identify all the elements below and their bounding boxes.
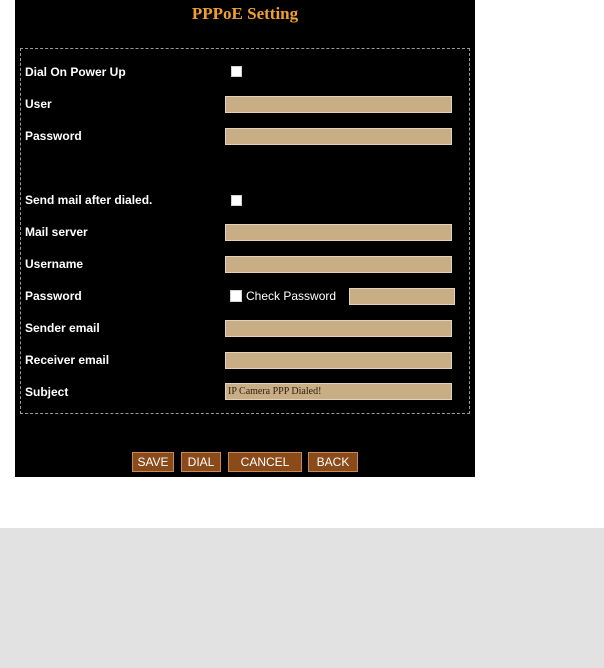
sender-email-label: Sender email	[25, 321, 100, 335]
cancel-button[interactable]: CANCEL	[228, 452, 302, 472]
receiver-email-input[interactable]	[225, 352, 452, 369]
dial-button[interactable]: DIAL	[181, 452, 221, 472]
send-mail-checkbox[interactable]	[231, 195, 242, 206]
page-title: PPPoE Setting	[191, 4, 299, 23]
subject-input[interactable]: IP Camera PPP Dialed!	[225, 383, 452, 400]
sender-email-input[interactable]	[225, 320, 452, 337]
password-input[interactable]	[225, 128, 452, 145]
mail-password-label: Password	[25, 289, 82, 303]
receiver-email-label: Receiver email	[25, 353, 110, 367]
check-password-label: Check Password	[246, 289, 337, 303]
mail-server-input[interactable]	[225, 224, 452, 241]
mail-server-label: Mail server	[25, 225, 88, 239]
pppoe-settings-panel	[15, 0, 475, 477]
user-input[interactable]	[225, 96, 452, 113]
password-label: Password	[25, 129, 82, 143]
dial-on-power-up-checkbox[interactable]	[231, 66, 242, 77]
user-label: User	[25, 97, 52, 111]
username-input[interactable]	[225, 256, 452, 273]
back-button[interactable]: BACK	[308, 452, 358, 472]
dial-on-power-up-label: Dial On Power Up	[25, 65, 126, 79]
grey-background-band	[0, 528, 604, 668]
check-password-checkbox[interactable]	[230, 290, 242, 302]
subject-label: Subject	[25, 385, 69, 399]
send-mail-label: Send mail after dialed.	[25, 193, 153, 207]
mail-password-input[interactable]	[349, 288, 455, 305]
username-label: Username	[25, 257, 84, 271]
save-button[interactable]: SAVE	[132, 452, 174, 472]
